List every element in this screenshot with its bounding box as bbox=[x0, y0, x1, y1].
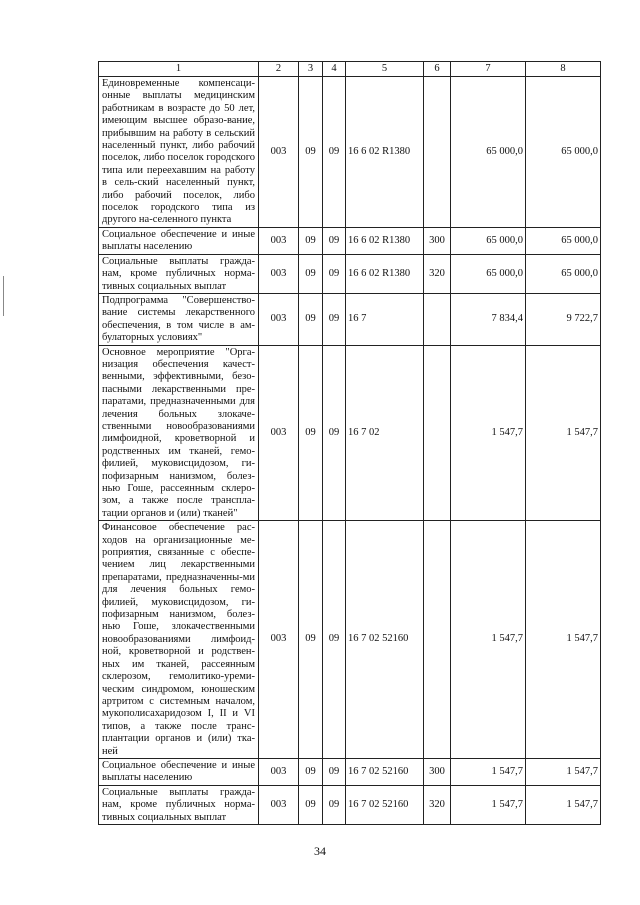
row-amount-2: 1 547,7 bbox=[526, 785, 601, 824]
header-cell: 4 bbox=[323, 62, 346, 77]
table-row bbox=[99, 785, 601, 824]
row-code: 003 bbox=[259, 785, 299, 824]
row-expense-type bbox=[424, 345, 451, 521]
row-subsection: 09 bbox=[323, 521, 346, 759]
table-row bbox=[99, 345, 601, 521]
row-amount-2: 1 547,7 bbox=[526, 345, 601, 521]
header-cell: 8 bbox=[526, 62, 601, 77]
row-amount-1: 7 834,4 bbox=[451, 293, 526, 345]
row-target-article: 16 6 02 R1380 bbox=[346, 77, 424, 228]
budget-table bbox=[98, 61, 601, 825]
row-expense-type: 320 bbox=[424, 254, 451, 293]
row-section: 09 bbox=[299, 254, 323, 293]
row-subsection: 09 bbox=[323, 254, 346, 293]
row-name: Единовременные компенсаци-онные выплаты медицинским работникам в возрасте до 50 лет, имеющим высшее образо-вание, прибывшим на работу в сельский населенный пункт, либо рабочий поселок, либо поселок городского типа или переехавшим на работу в сель-ский населенный пункт, либо рабочий поселок, либо поселок городского типа из другого на-селенного пункта bbox=[99, 77, 259, 228]
row-expense-type: 300 bbox=[424, 758, 451, 785]
row-code: 003 bbox=[259, 77, 299, 228]
row-amount-2: 9 722,7 bbox=[526, 293, 601, 345]
header-cell: 3 bbox=[299, 62, 323, 77]
row-amount-2: 65 000,0 bbox=[526, 77, 601, 228]
row-subsection: 09 bbox=[323, 77, 346, 228]
row-code: 003 bbox=[259, 521, 299, 759]
row-name: Финансовое обеспечение рас-ходов на организационные ме-роприятия, связанные с обеспе-чением лиц лекарственными препаратами, предназначенны-ми для лечения больных гемо-филией, муковисцидозом, ги-пофизарным нанизмом, болез-нью Гоше, злокачественными новообразованиями лимфоид-ной, кроветворной и родствен-ных им тканей, рассеянным склерозом, гемолитико-уреми-ческим синдромом, юношеским артритом с системным началом, мукополисахаридозом I, II и VI типов, а также после транс-плантации органов и (или) тка-ней bbox=[99, 521, 259, 759]
row-expense-type bbox=[424, 77, 451, 228]
row-section: 09 bbox=[299, 227, 323, 254]
row-subsection: 09 bbox=[323, 758, 346, 785]
row-target-article: 16 7 02 52160 bbox=[346, 521, 424, 759]
row-amount-1: 1 547,7 bbox=[451, 758, 526, 785]
row-name: Социальное обеспечение и иные выплаты населению bbox=[99, 758, 259, 785]
row-target-article: 16 6 02 R1380 bbox=[346, 227, 424, 254]
header-row bbox=[99, 62, 601, 77]
row-amount-1: 65 000,0 bbox=[451, 254, 526, 293]
row-amount-1: 65 000,0 bbox=[451, 227, 526, 254]
row-subsection: 09 bbox=[323, 785, 346, 824]
row-expense-type: 300 bbox=[424, 227, 451, 254]
row-target-article: 16 7 02 bbox=[346, 345, 424, 521]
row-name: Социальные выплаты гражда-нам, кроме публичных норма-тивных социальных выплат bbox=[99, 785, 259, 824]
row-code: 003 bbox=[259, 227, 299, 254]
row-amount-1: 1 547,7 bbox=[451, 521, 526, 759]
row-code: 003 bbox=[259, 293, 299, 345]
row-name: Основное мероприятие "Орга-низация обеспечения качест-венными, эффективными, безо-пасными лекарственными пре-паратами, предназначенными для лечения больных злокаче-ственными новообразованиями лимфоидной, кроветворной и родственных им тканей, гемо-филией, муковисцидозом, ги-пофизарным нанизмом, болез-нью Гоше, рассеянным склеро-зом, а также после транспла-тации органов и (или) тканей" bbox=[99, 345, 259, 521]
row-section: 09 bbox=[299, 521, 323, 759]
row-subsection: 09 bbox=[323, 227, 346, 254]
row-target-article: 16 7 02 52160 bbox=[346, 758, 424, 785]
row-amount-1: 65 000,0 bbox=[451, 77, 526, 228]
header-cell: 5 bbox=[346, 62, 424, 77]
row-amount-2: 65 000,0 bbox=[526, 254, 601, 293]
row-amount-1: 1 547,7 bbox=[451, 785, 526, 824]
row-section: 09 bbox=[299, 345, 323, 521]
row-section: 09 bbox=[299, 77, 323, 228]
row-section: 09 bbox=[299, 758, 323, 785]
page-number: 34 bbox=[314, 844, 326, 858]
header-cell: 7 bbox=[451, 62, 526, 77]
row-name: Социальное обеспечение и иные выплаты населению bbox=[99, 227, 259, 254]
row-target-article: 16 7 02 52160 bbox=[346, 785, 424, 824]
row-amount-2: 1 547,7 bbox=[526, 758, 601, 785]
row-expense-type bbox=[424, 521, 451, 759]
row-subsection: 09 bbox=[323, 345, 346, 521]
budget-table-sheet bbox=[98, 61, 600, 825]
row-target-article: 16 7 bbox=[346, 293, 424, 345]
table-row bbox=[99, 77, 601, 228]
row-expense-type bbox=[424, 293, 451, 345]
row-amount-2: 65 000,0 bbox=[526, 227, 601, 254]
table-row bbox=[99, 293, 601, 345]
row-code: 003 bbox=[259, 758, 299, 785]
header-cell: 1 bbox=[99, 62, 259, 77]
table-row bbox=[99, 254, 601, 293]
row-amount-2: 1 547,7 bbox=[526, 521, 601, 759]
row-expense-type: 320 bbox=[424, 785, 451, 824]
row-code: 003 bbox=[259, 254, 299, 293]
row-code: 003 bbox=[259, 345, 299, 521]
row-name: Подпрограмма "Совершенство-вание системы лекарственного обеспечения, в том числе в ам-булаторных условиях" bbox=[99, 293, 259, 345]
row-target-article: 16 6 02 R1380 bbox=[346, 254, 424, 293]
row-subsection: 09 bbox=[323, 293, 346, 345]
header-cell: 6 bbox=[424, 62, 451, 77]
row-section: 09 bbox=[299, 785, 323, 824]
row-name: Социальные выплаты гражда-нам, кроме публичных норма-тивных социальных выплат bbox=[99, 254, 259, 293]
table-row bbox=[99, 227, 601, 254]
table-row bbox=[99, 758, 601, 785]
scan-edge-mark bbox=[3, 276, 4, 316]
header-cell: 2 bbox=[259, 62, 299, 77]
row-section: 09 bbox=[299, 293, 323, 345]
row-amount-1: 1 547,7 bbox=[451, 345, 526, 521]
table-row bbox=[99, 521, 601, 759]
